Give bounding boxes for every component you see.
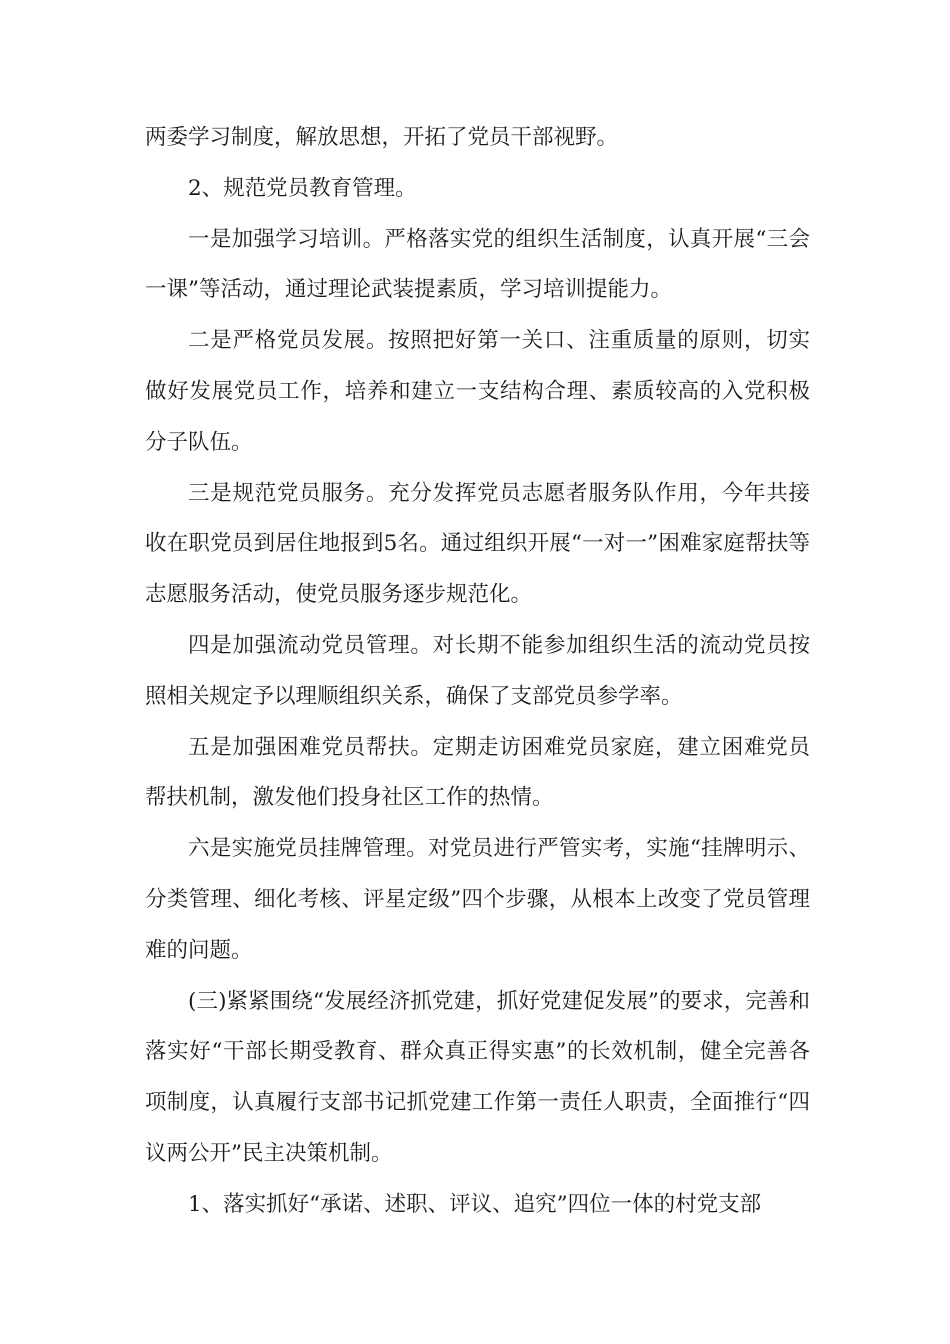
paragraph-8: 六是实施党员挂牌管理。对党员进行严管实考，实施“挂牌明示、分类管理、细化考核、评星定级”四个步骤，从根本上改变了党员管理难的问题。 [145,836,810,963]
document-body [145,113,810,1231]
paragraph-2: 2、规范党员教育管理。 [188,175,417,201]
paragraph-7: 五是加强困难党员帮扶。定期走访困难党员家庭，建立困难党员帮扶机制，激发他们投身社区工作的热情。 [145,734,810,811]
paragraph-9: (三)紧紧围绕“发展经济抓党建，抓好党建促发展”的要求，完善和落实好“干部长期受教育、群众真正得实惠”的长效机制，健全完善各项制度，认真履行支部书记抓党建工作第一责任人职责，全面推行“四议两公开”民主决策机制。 [145,988,810,1166]
paragraph-4: 二是严格党员发展。按照把好第一关口、注重质量的原则，切实做好发展党员工作，培养和建立一支结构合理、素质较高的入党积极分子队伍。 [145,328,810,455]
paragraph-5: 三是规范党员服务。充分发挥党员志愿者服务队作用，今年共接收在职党员到居住地报到5名。通过组织开展“一对一”困难家庭帮扶等志愿服务活动，使党员服务逐步规范化。 [145,480,810,608]
paragraph-3: 一是加强学习培训。严格落实党的组织生活制度，认真开展“三会一课”等活动，通过理论武装提素质，学习培训提能力。 [145,226,810,303]
paragraph-1: 两委学习制度，解放思想，开拓了党员干部视野。 [145,125,619,150]
paragraph-6: 四是加强流动党员管理。对长期不能参加组织生活的流动党员按照相关规定予以理顺组织关系，确保了支部党员参学率。 [145,632,810,709]
paragraph-10: 1、落实抓好“承诺、述职、评议、追究”四位一体的村党支部 [188,1191,762,1217]
